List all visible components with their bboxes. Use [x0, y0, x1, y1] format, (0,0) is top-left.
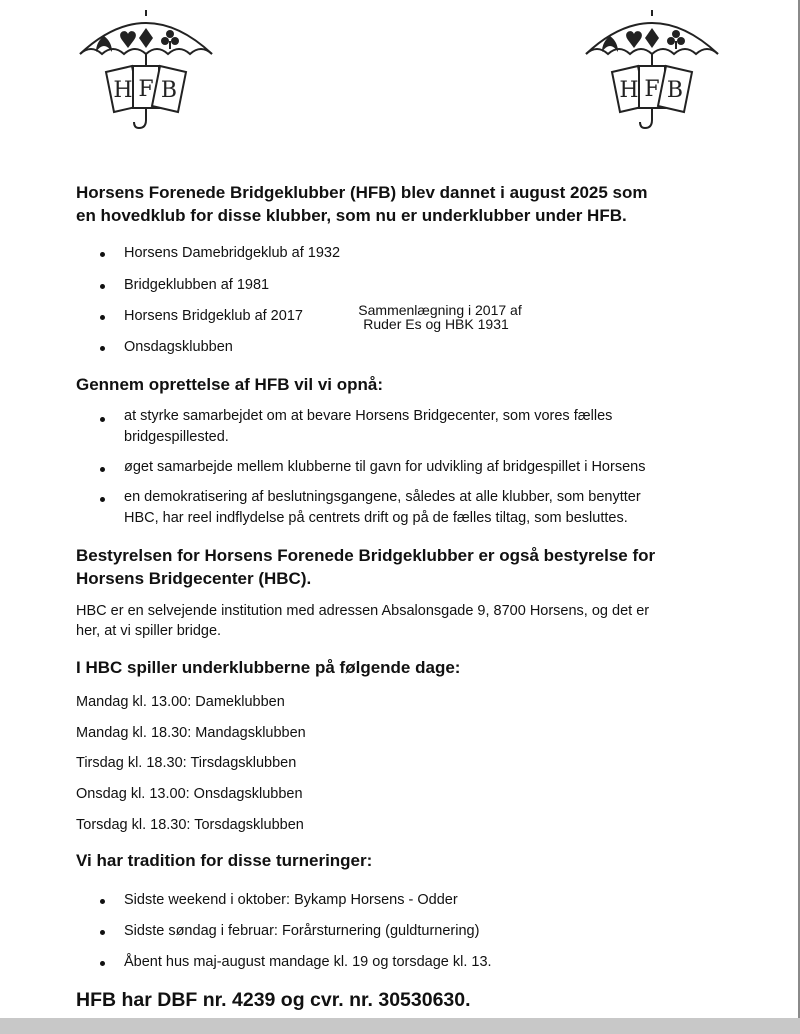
hfb-umbrella-logo-right: [582, 8, 722, 132]
schedule-day: Torsdag kl. 18.30: Torsdagsklubben: [76, 817, 304, 833]
club-list-item: Horsens Damebridgeklub af 1932: [124, 245, 341, 261]
club-list-item: Horsens Bridgeklub af 2017: [124, 308, 303, 324]
goal-item-3-line-2: HBC, har reel indflydelse på centrets drift og på de fælles tiltag, som besluttes.: [124, 510, 628, 526]
schedule-day: Mandag kl. 18.30: Mandagsklubben: [76, 725, 306, 741]
schedule-day: Tirsdag kl. 18.30: Tirsdagsklubben: [76, 755, 297, 771]
bullet-icon: [100, 497, 105, 502]
tournaments-heading: Vi har tradition for disse turneringer:: [76, 851, 373, 870]
bullet-icon: [100, 467, 105, 472]
board-text-line-2: her, at vi spiller bridge.: [76, 623, 222, 639]
club-list-item: Bridgeklubben af 1981: [124, 277, 270, 293]
bullet-icon: [100, 899, 105, 904]
board-heading-line-1: Bestyrelsen for Horsens Forenede Bridgeklubber er også bestyrelse for: [76, 546, 656, 565]
schedule-heading: I HBC spiller underklubberne på følgende dage:: [76, 658, 461, 677]
footer-registration: HFB har DBF nr. 4239 og cvr. nr. 30530630.: [76, 989, 471, 1011]
logo-letter-h: H: [113, 78, 133, 103]
hfb-umbrella-logo-left: [76, 8, 216, 132]
intro-line-1: Horsens Forenede Bridgeklubber (HFB) blev dannet i august 2025 som: [76, 183, 648, 202]
bottom-strip: [0, 1018, 800, 1034]
club-list-item: Onsdagsklubben: [124, 339, 233, 355]
bullet-icon: [100, 346, 105, 351]
tournament-item: Sidste weekend i oktober: Bykamp Horsens - Odder: [124, 892, 458, 908]
bullet-icon: [100, 930, 105, 935]
bullet-icon: [100, 417, 105, 422]
svg-text:H: H: [619, 78, 639, 103]
goal-item-2-line-1: øget samarbejde mellem klubberne til gavn for udvikling af bridgespillet i Horsens: [124, 459, 646, 475]
merge-note-line-2: Ruder Es og HBK 1931: [363, 316, 509, 332]
intro-line-2: en hovedklub for disse klubber, som nu er underklubber under HFB.: [76, 206, 627, 225]
logo-letter-b: B: [160, 78, 178, 103]
bullet-icon: [100, 315, 105, 320]
bullet-icon: [100, 252, 105, 257]
bullet-icon: [100, 961, 105, 966]
goals-heading: Gennem oprettelse af HFB vil vi opnå:: [76, 375, 384, 394]
tournament-item: Åbent hus maj-august mandage kl. 19 og torsdage kl. 13.: [124, 954, 492, 970]
board-text-line-1: HBC er en selvejende institution med adressen Absalonsgade 9, 8700 Horsens, og det er: [76, 603, 650, 619]
tournament-item: Sidste søndag i februar: Forårsturnering (guldturnering): [124, 923, 480, 939]
svg-text:B: B: [666, 78, 684, 103]
board-heading-line-2: Horsens Bridgecenter (HBC).: [76, 569, 312, 588]
schedule-day: Mandag kl. 13.00: Dameklubben: [76, 694, 285, 710]
svg-text:F: F: [644, 77, 660, 102]
goal-item-1-line-1: at styrke samarbejdet om at bevare Horsens Bridgecenter, som vores fælles: [124, 408, 613, 424]
bullet-icon: [100, 284, 105, 289]
goal-item-1-line-2: bridgespillested.: [124, 429, 229, 445]
goal-item-3-line-1: en demokratisering af beslutningsgangene, således at alle klubber, som benytter: [124, 489, 641, 505]
logo-letter-f: F: [138, 77, 154, 102]
merge-note-line-1: Sammenlægning i 2017 af: [358, 302, 522, 318]
schedule-day: Onsdag kl. 13.00: Onsdagsklubben: [76, 786, 303, 802]
